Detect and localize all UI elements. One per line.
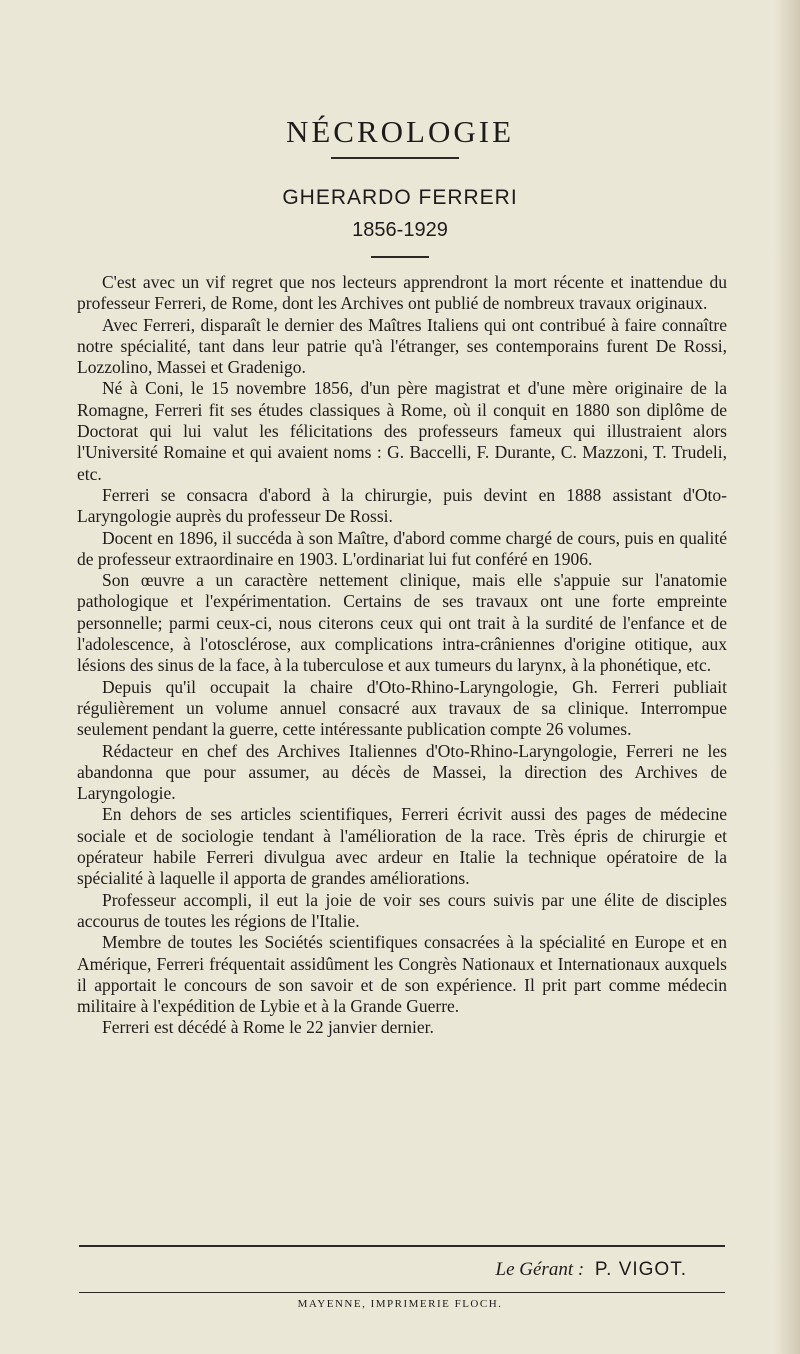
paragraph: Son œuvre a un caractère nettement clinique, mais elle s'appuie sur l'anatomie pathologique et l'expérimentation. Certains de ses travaux ont une forte empreinte personnelle; parmi ceux-ci, nous citerons ceux qui ont trait à la surdité de l'enfance et de l'adolescence, à l'otosclérose, aux complications intra-crâniennes d'origine otitique, aux lésions des sinus de la face, à la tuberculose et aux tumeurs du larynx, à la phonétique, etc.	[77, 570, 727, 676]
footer-rule	[79, 1245, 725, 1247]
paragraph: Rédacteur en chef des Archives Italiennes d'Oto-Rhino-Laryngologie, Ferreri ne les abandonna que pour assumer, au décès de Massei, la direction des Archives de Laryngologie.	[77, 740, 727, 804]
paragraph: Professeur accompli, il eut la joie de voir ses cours suivis par une élite de disciples accourus de toutes les régions de l'Italie.	[77, 889, 727, 931]
paragraph: Membre de toutes les Sociétés scientifiques consacrées à la spécialité en Europe et en Amérique, Ferreri fréquentait assidûment les Congrès Nationaux et Internationaux auxquels il apportait le concours de son savoir et de son expérience. Il prit part comme médecin militaire à l'expédition de Lybie et à la Grande Guerre.	[77, 932, 727, 1017]
paragraph: Ferreri est décédé à Rome le 22 janvier dernier.	[102, 1017, 434, 1038]
paragraph: Né à Coni, le 15 novembre 1856, d'un père magistrat et d'une mère originaire de la Romagne, Ferreri fit ses études classiques à Rome, où il conquit en 1880 son diplôme de Doctorat qui lui valut les félicitations des professeurs fameux qui illustraient alors l'Université Romaine et qui avaient noms : G. Baccelli, F. Durante, C. Mazzoni, T. Trudeli, etc.	[77, 378, 727, 484]
signature-name: P. VIGOT.	[594, 1259, 687, 1280]
life-dates: 1856-1929	[352, 219, 448, 241]
paragraph: Ferreri se consacra d'abord à la chirurgie, puis devint en 1888 assistant d'Oto-Laryngologie auprès du professeur De Rossi.	[77, 484, 727, 527]
printer-imprint: MAYENNE, IMPRIMERIE FLOCH.	[297, 1298, 503, 1310]
paragraph: En dehors de ses articles scientifiques, Ferreri écrivit aussi des pages de médecine sociale et de sociologie tendant à l'amélioration de la race. Très épris de chirurgie et opérateur habile Ferreri divulgua avec ardeur en Italie la technique opératoire de la spécialité à laquelle il apporta de grandes améliorations.	[77, 804, 727, 889]
paragraph: Docent en 1896, il succéda à son Maître, d'abord comme chargé de cours, puis en qualité de professeur extraordinaire en 1903. L'ordinariat lui fut conféré en 1906.	[77, 527, 727, 569]
paragraph: C'est avec un vif regret que nos lecteurs apprendront la mort récente et inattendue du professeur Ferreri, de Rome, dont les Archives ont publié de nombreux travaux originaux.	[77, 272, 727, 314]
obituary-body	[77, 272, 727, 1039]
title-rule	[331, 157, 459, 159]
signature-label: Le Gérant :	[495, 1259, 585, 1280]
imprint-rule	[79, 1292, 725, 1293]
dates-rule	[371, 256, 429, 258]
paragraph: Depuis qu'il occupait la chaire d'Oto-Rhino-Laryngologie, Gh. Ferreri publiait régulièrement un volume annuel consacré aux travaux de sa clinique. Interrompue seulement pendant la guerre, cette intéressante publication compte 26 volumes.	[77, 676, 727, 740]
paragraph: Avec Ferreri, disparaît le dernier des Maîtres Italiens qui ont contribué à faire connaître notre spécialité, tant dans leur patrie qu'à l'étranger, ses contemporains furent De Rossi, Lozzolino, Massei et Gradenigo.	[77, 314, 727, 378]
page-title: NÉCROLOGIE	[285, 114, 515, 149]
person-name: GHERARDO FERRERI	[282, 186, 518, 209]
signature	[496, 1259, 687, 1281]
